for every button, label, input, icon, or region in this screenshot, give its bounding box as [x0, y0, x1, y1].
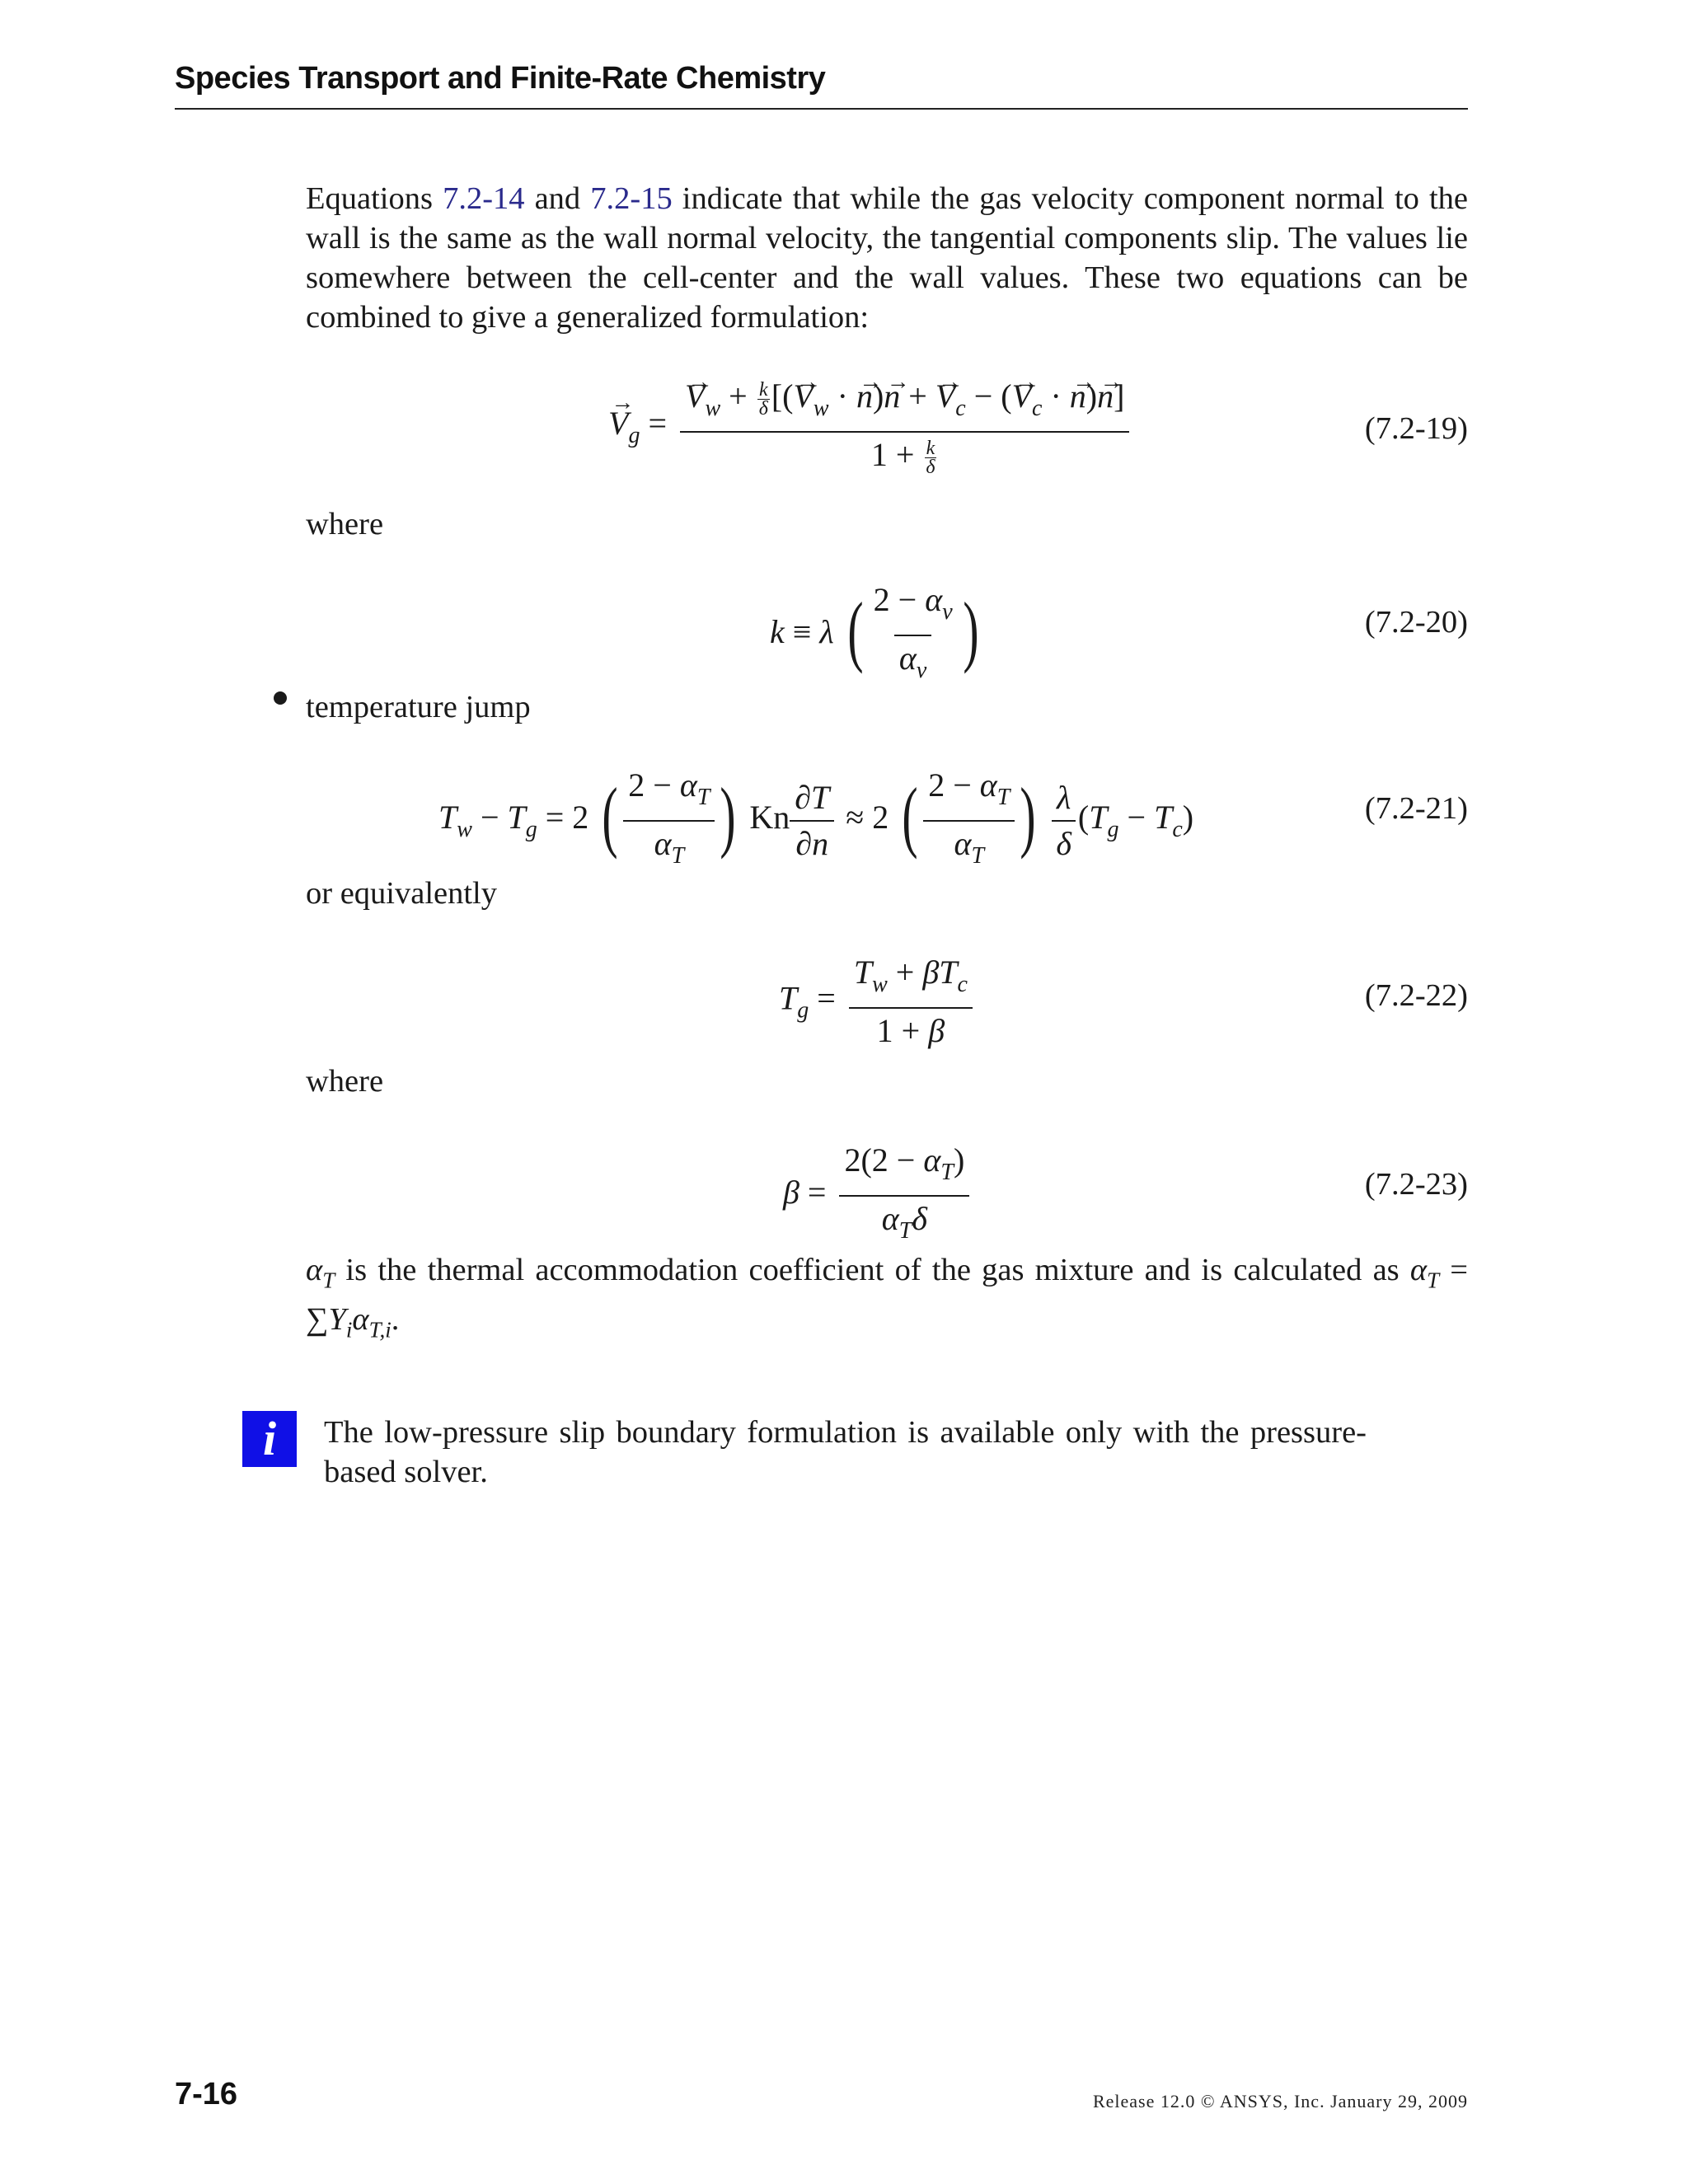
or-equivalently-label: or equivalently	[306, 876, 497, 911]
info-note-text: The low-pressure slip boundary formulation is available only with the pressure-based solver.	[324, 1415, 1367, 1489]
equation-7-2-22: $T_g$ = $\frac{T_w + \beta T_c}{1 + \beta}$	[779, 954, 978, 1050]
equation-7-2-20: k ≡ λ ( $\frac{2 - \alpha_v}{\alpha_v}$ )	[770, 581, 984, 690]
equation-7-2-19: → $V_g$ = → $V_w$ + $\frac{k}{\delta}$ [(→ $V_w$ · → n)→ n + → $V_c$ − (→ $V_c$ · → n)→ n] 1 + $\frac{k}{\delta}$	[608, 377, 1134, 476]
equation-number-7-2-22: (7.2-22)	[1364, 978, 1468, 1013]
footer-page-number: 7-16	[175, 2077, 238, 2111]
info-icon: i	[242, 1411, 297, 1467]
equation-number-7-2-21: (7.2-21)	[1364, 791, 1468, 826]
equation-link-7-2-14[interactable]: 7.2-14	[443, 181, 525, 216]
equation-link-7-2-15[interactable]: 7.2-15	[590, 181, 673, 216]
equation-number-7-2-19: (7.2-19)	[1364, 411, 1468, 446]
equation-number-7-2-23: (7.2-23)	[1364, 1167, 1468, 1202]
intro-text-1: Equations	[306, 181, 443, 216]
header-rule	[175, 108, 1468, 110]
bullet-temperature-jump: temperature jump	[306, 690, 531, 724]
intro-text-2: and	[524, 181, 591, 216]
equation-7-2-21: $T_w - T_g = 2$ ( $\frac{2 - \alpha_T}{\alpha_T}$ ) Kn $\frac{\partial T}{\partial n}$ ≈ 2 ( $\frac{2 - \alpha_T}{\alpha_T}$ ) $\frac{\lambda}{\delta}$ $(T_g - T_c)$	[438, 766, 1194, 869]
footer-release-info: Release 12.0 © ANSYS, Inc. January 29, 2009	[1092, 2091, 1468, 2111]
page-header-title: Species Transport and Finite-Rate Chemistry	[175, 61, 826, 96]
bullet-dot	[274, 691, 287, 705]
equation-number-7-2-20: (7.2-20)	[1364, 605, 1468, 640]
intro-text-3: indicate that while the gas velocity component normal to the wall is the same as the wall normal velocity, the tangential components slip. The values lie somewhere between the cell-center and the wall values. These two equations can be combined to give a generalized formulation:	[306, 181, 1469, 335]
where-label-2: where	[306, 1064, 384, 1099]
intro-paragraph	[306, 179, 1468, 337]
alpha-definition-text: is the thermal accommodation coefficient of the gas mixture and is calculated as	[335, 1253, 1410, 1287]
where-label-1: where	[306, 507, 384, 541]
alpha-definition-paragraph: $\alpha_T$ is the thermal accommodation coefficient of the gas mixture and is calculated as $\alpha_T = \sum Y_i\alpha_{T,i}$.	[306, 1253, 1468, 1343]
equation-7-2-23: β = $\frac{2(2 - \alpha_T)}{\alpha_T\delta}$	[783, 1141, 974, 1250]
